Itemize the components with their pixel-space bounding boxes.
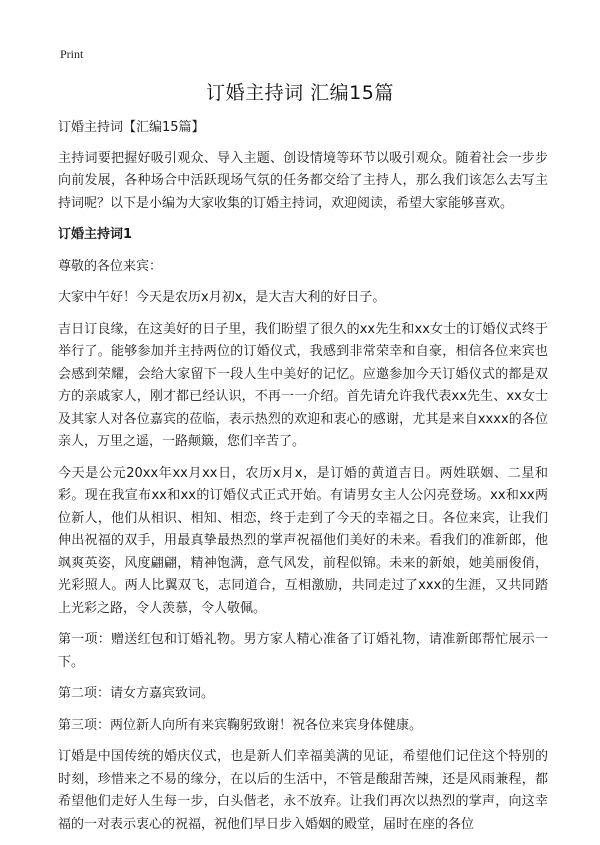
document-body	[58, 117, 548, 845]
print-link[interactable]: Print	[60, 47, 84, 61]
document-title: 订婚主持词 汇编15篇	[206, 82, 394, 104]
paragraph-ceremony-start: 今天是公元20xx年xx月xx日，农历x月x，是订婚的黄道吉日。两姓联姻、二星和彩。现在我宣布xx和xx的订婚仪式正式开始。有请男女主人公闪亮登场。xx和xx两位新人，他们从相识、相知、相恋，终于走到了今天的幸福之日。各位来宾，让我们伸出祝福的双手，用最真挚最热烈的掌声祝福他们美好的未来。看我们的准新郎，他飒爽英姿，风度翩翩，精神饱满，意气风发，前程似锦。未来的新娘，她美丽俊俏，光彩照人。两人比翼双飞，志同道合，互相激励，共同走过了xxx的生涯，又共同踏上光彩之路，令人羡慕，令人敬佩。	[58, 465, 548, 616]
paragraph-greeting: 尊敬的各位来宾：	[58, 258, 163, 274]
paragraph-closing: 订婚是中国传统的婚庆仪式，也是新人们幸福美满的见证，希望他们记住这个特别的时刻，珍惜来之不易的缘分，在以后的生活中，不管是酸甜苦辣，还是风雨兼程，都希望他们走好人生每一步，白头偕老，永不放弃。让我们再次以热烈的掌声，向这幸福的一对表示衷心的祝福，祝他们早日步入婚姻的殿堂，届时在座的各位	[58, 749, 548, 832]
paragraph-opening: 大家中午好！今天是农历x月初x，是大吉大利的好日子。	[58, 290, 386, 305]
paragraph-item-three: 第三项：两位新人向所有来宾鞠躬致谢！祝各位来宾身体健康。	[58, 717, 423, 733]
paragraph-item-two: 第二项：请女方嘉宾致词。	[58, 686, 215, 701]
paragraph-welcome: 吉日订良缘，在这美好的日子里，我们盼望了很久的xx先生和xx女士的订婚仪式终于举行了。能够参加并主持两位的订婚仪式，我感到非常荣幸和自豪，相信各位来宾也会感到荣耀，会给大家留下一段人生中美好的记忆。应邀参加今天订婚仪式的都是双方的亲戚家人，刚才都已经认识，不再一一介绍。首先请允许我代表xx先生、xx女士及其家人对各位嘉宾的莅临，表示热烈的欢迎和衷心的感谢，尤其是来自xxxx的各位亲人，万里之遥，一路颠簸，您们辛苦了。	[58, 321, 548, 449]
document-subtitle: 订婚主持词【汇编15篇】	[58, 120, 205, 135]
intro-paragraph: 主持词要把握好吸引观众、导入主题、创设情境等环节以吸引观众。随着社会一步步向前发展，各种场合中活跃现场气氛的任务都交给了主持人，那么我们该怎么去写主持词呢？以下是小编为大家收集的订婚主持词，欢迎阅读，希望大家能够喜欢。	[58, 150, 548, 211]
paragraph-item-one: 第一项：赠送红包和订婚礼物。男方家人精心准备了订婚礼物，请准新郎帮忙展示一下。	[58, 632, 548, 670]
section-heading: 订婚主持词1	[58, 227, 133, 242]
